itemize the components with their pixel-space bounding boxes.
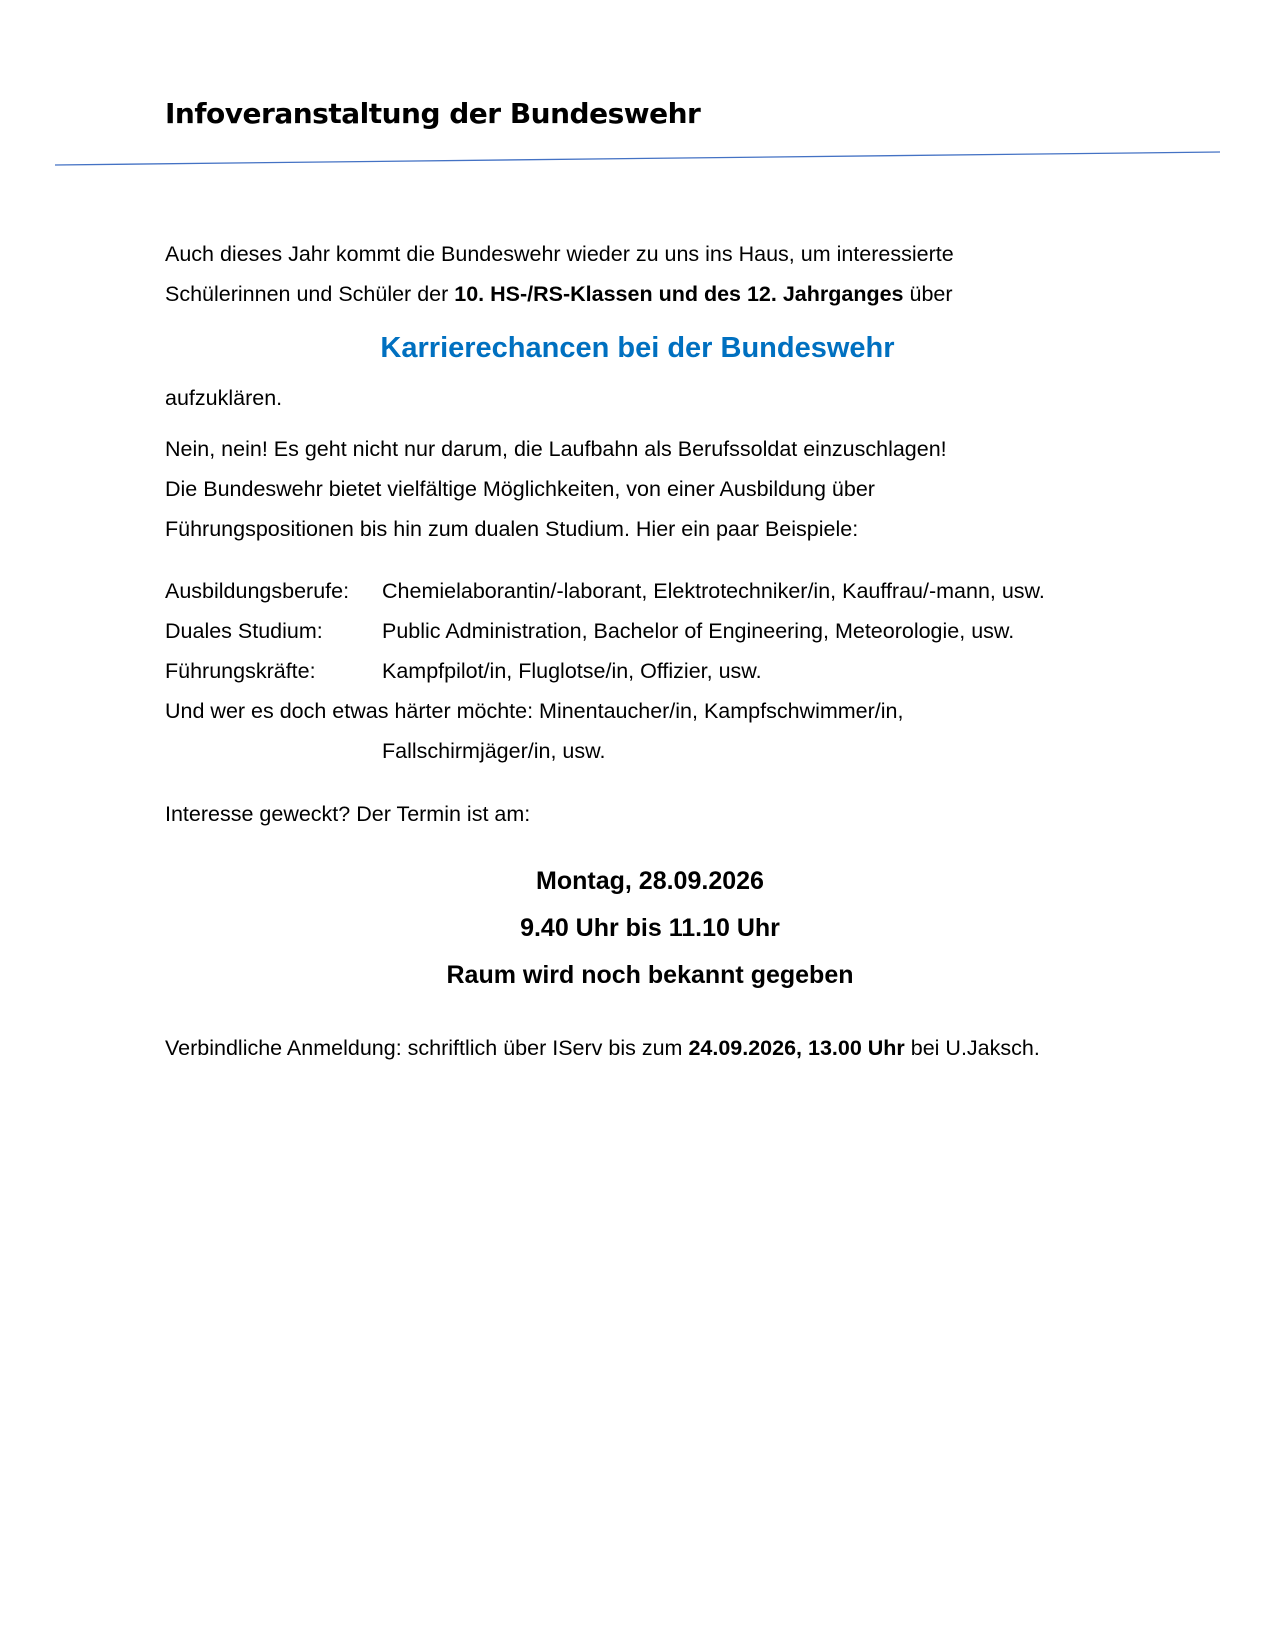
example-value-leadership: Kampfpilot/in, Fluglotse/in, Offizier, usw. [382, 659, 762, 683]
intro-line-1: Auch dieses Jahr kommt die Bundeswehr wieder zu uns ins Haus, um interessierte [165, 242, 954, 266]
intro-line-2 [165, 284, 953, 306]
registration-deadline: 24.09.2026, 13.00 Uhr [688, 1036, 905, 1060]
registration-line [165, 1038, 1040, 1060]
paragraph-line-3: Führungspositionen bis hin zum dualen Studium. Hier ein paar Beispiele: [165, 517, 859, 541]
appointment-time: 9.40 Uhr bis 11.10 Uhr [520, 914, 780, 942]
example-label-training: Ausbildungsberufe: [165, 579, 350, 603]
target-classes: 10. HS-/RS-Klassen und des 12. Jahrganges [454, 282, 904, 306]
title-rule-line [55, 152, 1220, 165]
paragraph-line-1: Nein, nein! Es geht nicht nur darum, die Laufbahn als Berufssoldat einzuschlagen! [165, 437, 947, 461]
career-headline: Karrierechancen bei der Bundeswehr [380, 332, 895, 364]
example-label-leadership: Führungskräfte: [165, 659, 316, 683]
registration-prefix: Verbindliche Anmeldung: schriftlich über IServ bis zum [165, 1036, 689, 1060]
appointment-date: Montag, 28.09.2026 [536, 867, 764, 895]
after-headline-text: aufzuklären. [165, 386, 283, 410]
intro-line-2-prefix: Schülerinnen und Schüler der [165, 282, 455, 306]
example-value-dual-study: Public Administration, Bachelor of Engineering, Meteorologie, usw. [382, 619, 1015, 643]
harder-line-1: Und wer es doch etwas härter möchte: Minentaucher/in, Kampfschwimmer/in, [165, 699, 904, 723]
paragraph-line-2: Die Bundeswehr bietet vielfältige Möglichkeiten, von einer Ausbildung über [165, 477, 875, 501]
intro-line-2-suffix: über [903, 282, 953, 306]
title-rule [55, 150, 1220, 167]
example-value-training: Chemielaborantin/-laborant, Elektrotechniker/in, Kauffrau/-mann, usw. [382, 579, 1045, 603]
interest-text: Interesse geweckt? Der Termin ist am: [165, 802, 531, 826]
example-label-dual-study: Duales Studium: [165, 619, 323, 643]
document-title: Infoveranstaltung der Bundeswehr [165, 97, 701, 130]
appointment-room: Raum wird noch bekannt gegeben [446, 961, 854, 989]
harder-line-2: Fallschirmjäger/in, usw. [382, 739, 606, 763]
registration-suffix: bei U.Jaksch. [904, 1036, 1040, 1060]
